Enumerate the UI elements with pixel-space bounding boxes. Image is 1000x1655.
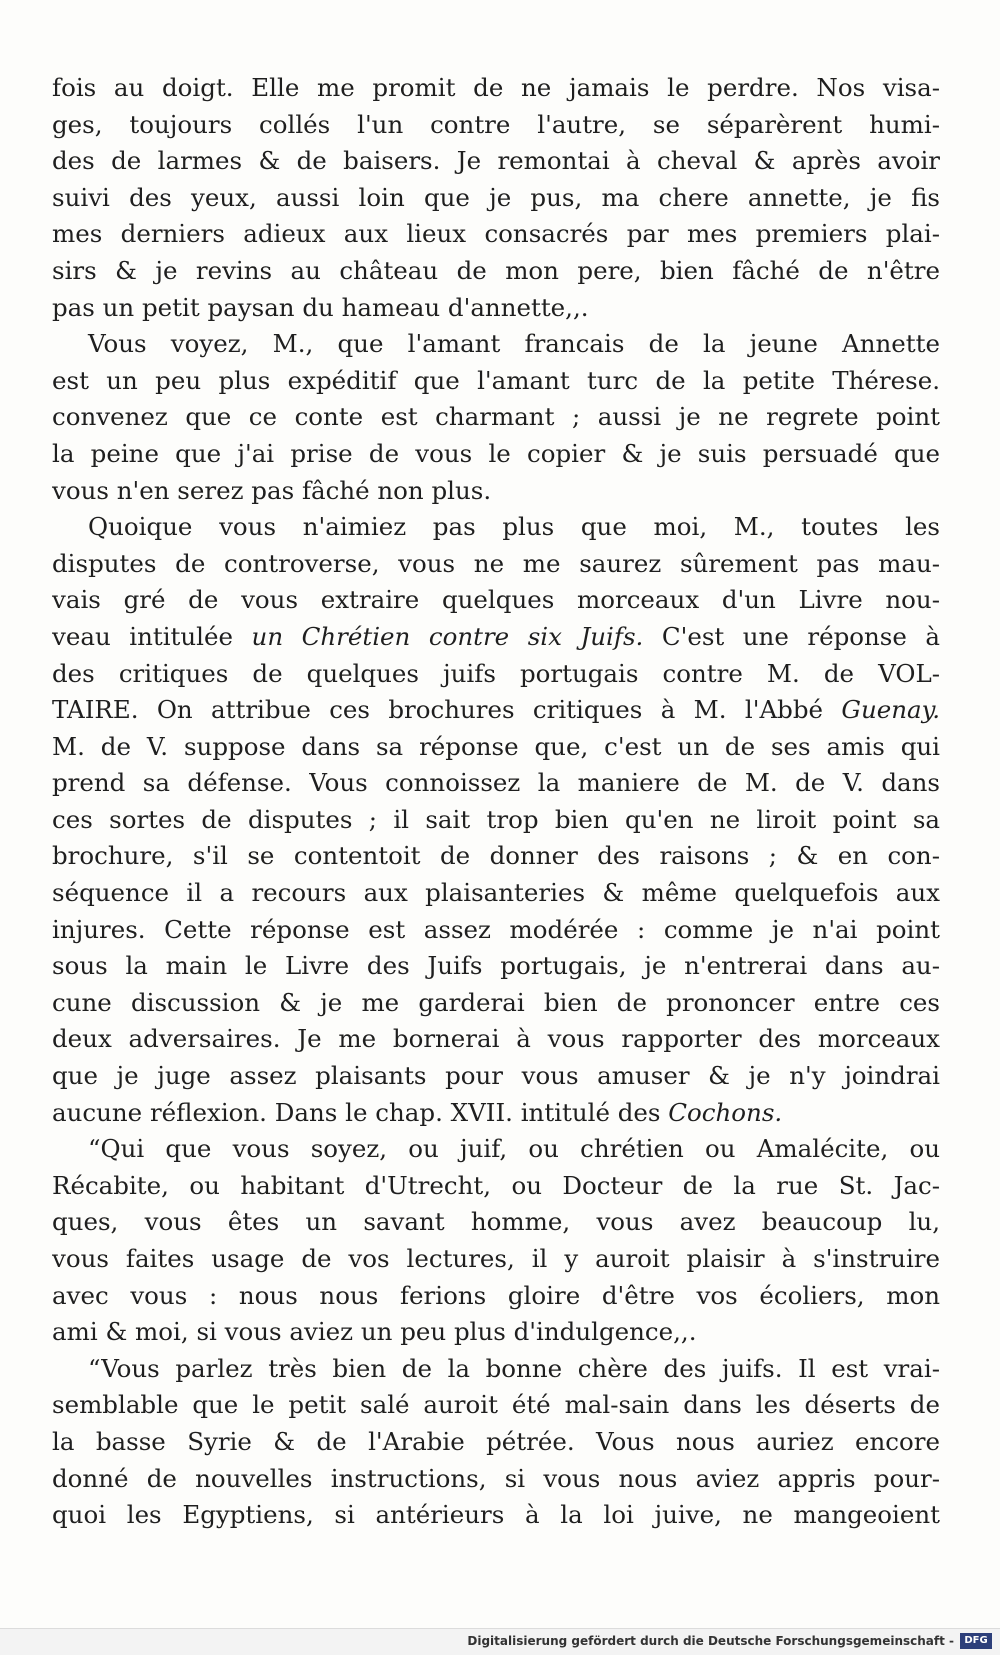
text-line: suivi des yeux, aussi loin que je pus, ma chere annette, je fis [52, 182, 940, 212]
text-line [52, 619, 940, 656]
page-text [52, 70, 940, 1534]
text-line: la peine que j'ai prise de vous le copier & je suis persuadé que [52, 438, 940, 468]
text-line: donné de nouvelles instructions, si vous nous aviez appris pour- [52, 1463, 940, 1493]
text-line: M. de V. suppose dans sa réponse que, c'est un de ses amis qui [52, 731, 940, 761]
text-line: que je juge assez plaisants pour vous amuser & je n'y joindrai [52, 1061, 940, 1091]
text-line: pas un petit paysan du hameau d'annette,,. [52, 292, 589, 322]
text-line: ges, toujours collés l'un contre l'autre, se séparèrent humi- [52, 109, 940, 139]
text-line: disputes de controverse, vous ne me saurez sûrement pas mau- [52, 548, 940, 578]
text-line: vous n'en serez pas fâché non plus. [52, 475, 492, 505]
text-line: fois au doigt. Elle me promit de ne jamais le perdre. Nos visa- [52, 73, 940, 102]
text-line [52, 692, 940, 729]
text-line: quoi les Egyptiens, si antérieurs à la loi juive, ne mangeoient [52, 1500, 940, 1530]
text-line: des critiques de quelques juifs portugais contre M. de VOL- [52, 658, 940, 688]
chapter-title: Cochons. [668, 1097, 783, 1127]
text-line: “Qui que vous soyez, ou juif, ou chrétien ou Amalécite, ou [88, 1134, 940, 1164]
text-line: sirs & je revins au château de mon pere, bien fâché de n'être [52, 255, 940, 285]
text-segment: TAIRE. On attribue ces brochures critiques à M. l'Abbé [52, 695, 842, 725]
text-line: cune discussion & je me garderai bien de prononcer entre ces [52, 987, 940, 1017]
text-line: vais gré de vous extraire quelques morceaux d'un Livre nou- [52, 585, 940, 615]
text-line: vous faites usage de vos lectures, il y auroit plaisir à s'instruire [52, 1244, 940, 1273]
text-line: injures. Cette réponse est assez modérée : comme je n'ai point [52, 914, 940, 944]
text-line: mes derniers adieux aux lieux consacrés par mes premiers plai- [52, 219, 940, 249]
text-line: séquence il a recours aux plaisanteries & même quelquefois aux [52, 878, 940, 908]
digitization-footer [0, 1628, 1000, 1655]
text-line: ami & moi, si vous aviez un peu plus d'indulgence,,. [52, 1317, 697, 1347]
text-line: ces sortes de disputes ; il sait trop bien qu'en ne liroit point sa [52, 804, 940, 834]
author-name: Guenay. [841, 695, 940, 725]
text-line: est un peu plus expéditif que l'amant turc de la petite Thérese. [52, 365, 940, 395]
footer-credit: Digitalisierung gefördert durch die Deutsche Forschungsgemeinschaft - [467, 1634, 954, 1648]
text-line: ques, vous êtes un savant homme, vous avez beaucoup lu, [52, 1207, 940, 1237]
text-line: des de larmes & de baisers. Je remontai à cheval & après avoir [52, 146, 940, 176]
book-title: un Chrétien contre six Juifs. [251, 621, 644, 651]
text-line: brochure, s'il se contentoit de donner des raisons ; & en con- [52, 841, 940, 871]
text-line: deux adversaires. Je me bornerai à vous rapporter des morceaux [52, 1024, 940, 1054]
text-line: semblable que le petit salé auroit été mal-sain dans les déserts de [52, 1390, 940, 1420]
text-line: avec vous : nous nous ferions gloire d'être vos écoliers, mon [52, 1280, 940, 1310]
text-line: Quoique vous n'aimiez pas plus que moi, M., toutes les [88, 512, 940, 542]
text-line [52, 1095, 940, 1132]
text-line: la basse Syrie & de l'Arabie pétrée. Vous nous auriez encore [52, 1426, 940, 1456]
text-line: convenez que ce conte est charmant ; aussi je ne regrete point [52, 402, 940, 432]
text-segment: veau intitulée [52, 621, 252, 651]
text-line: “Vous parlez très bien de la bonne chère des juifs. Il est vrai- [88, 1353, 940, 1383]
dfg-logo-icon: DFG [960, 1633, 992, 1649]
text-line: prend sa défense. Vous connoissez la maniere de M. de V. dans [52, 768, 940, 798]
text-segment: C'est une réponse à [643, 621, 940, 651]
text-line: sous la main le Livre des Juifs portugais, je n'entrerai dans au- [52, 951, 940, 981]
text-line: Vous voyez, M., que l'amant francais de la jeune Annette [88, 329, 940, 359]
text-line: Récabite, ou habitant d'Utrecht, ou Docteur de la rue St. Jac- [52, 1170, 940, 1200]
text-segment: aucune réflexion. Dans le chap. XVII. intitulé des [52, 1097, 669, 1127]
